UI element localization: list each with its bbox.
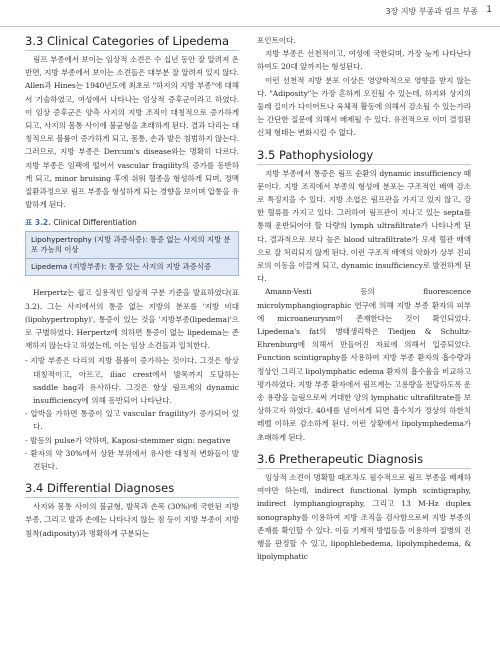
right-column <box>257 34 471 563</box>
chapter-title: 3장 지방 부종과 림프 부종 <box>385 7 478 16</box>
list-item: - 환자의 약 30%에서 상완 부위에서 유사한 대칭적 변화들이 발견된다. <box>25 448 239 472</box>
table-caption <box>25 217 239 228</box>
paragraph: 이런 선천적 지방 분포 이상은 영양학적으로 영향을 받지 않는다. "Adiposity"는 가장 흔하게 오진될 수 있는데, 하지와 상지의 둘레 길이가 다이어트나 육체적 활동에 의해서 감소될 수 있는가라는 간단한 질문에 의해서 배제될 수 있다. 유전적으로 이미 결정된 신체 형태는 변화시킬 수 없다. <box>257 75 471 138</box>
paragraph: 림프 부종에서 보이는 임상적 소견은 수 십년 동안 잘 알려져 온 반면, 지방 부종에서 보이는 소견들은 대부분 잘 알려져 있지 않다. Allen과 Hines는 1940년도에 최초로 "하지의 지방 부종"에 대해서 기술하였고, 여성에서 나타나는 임상적 증후군이라고 하였다. 이 임상 증후군은 양측 사지의 지방 조직이 대칭적으로 증가하게 되고, 사지의 몸통 사이에 불균형을 초래하게 된다. 결과 다리는 대칭적으로 볼륨이 증가하게 되고, 몸통, 손과 발은 침범하지 않는다. 그러므로, 지방 부종은 Dercum's disease와는 명확히 다르다. 지방 부종은 임팩에 떨어서 vascular fragility의 증가를 동반하게 되고, minor bruising 후에 쉬워 혈종을 형성하게 되며, 정맥질환과정으로 림프 부종을 형성하게 되는 경향을 보이며 압통을 유발하게 된다. <box>25 55 239 210</box>
clinical-differentiation-table <box>25 231 239 276</box>
list-item: - 지방 부종은 다리의 지방 볼륨이 증가하는 것이다. 그것은 항상 대칭적이고, 아프고, iliac crest에서 발목까지 도달하는 saddle bag과 유사하다. 그것은 항상 림프계의 dynamic insufficiency에 의해 동반되어 나타난다. <box>25 356 239 406</box>
section-title-clinical-categories: 3.3 Clinical Categories of Lipedema <box>25 34 239 51</box>
table-number: 표 3.2. <box>25 218 51 228</box>
page-header <box>0 0 500 27</box>
bullet-list <box>25 354 239 473</box>
paragraph: 지방 부종에서 통증은 림프 순환의 dynamic insufficiency 때문이다. 지방 조직에서 부종의 형성에 분포는 구조적인 배액 감소로 특징지을 수 있다. 지방 소엽은 림프관을 가지고 있지 않고, 강한 혈류를 가지고 있다. 그러하여 림프관이 지나고 있는 septa를 통해 운반되어야 할 다량의 lymph ultrafiltrate가 나타나게 된다. 결과적으로 보다 높은 blood ultrafiltrate가 모세 혈관 배액으로 잘 처리되지 않게 된다. 이런 구조적 배액의 악화가 상부 진피로의 이동을 이끌게 되고, dynamic insufficiency로 발전하게 된다. <box>257 168 471 284</box>
list-item: - 압박을 가하면 통증이 있고 vascular fragility가 증가되어 있다. <box>25 409 239 432</box>
section-title-pathophysiology: 3.5 Pathophysiology <box>257 148 471 165</box>
page-number: 1 <box>486 5 492 15</box>
paragraph: 임상적 소견이 명확할 때조차도 필수적으로 림프 부종을 배제하여야만 하는데, indirect functional lymph scintigraphy, indirect lymphangiography, 그리고 13 M-Hz duplex sonography를 이용하여 지방 조직을 검사함으로써 지방 부종의 존재를 확인할 수 있다. 이들 기계적 방법들을 이용하여 질병의 진행을 판정할 수 있고, lipophlebedema, lipolymphedema, & lipolymphatic <box>257 472 471 562</box>
paragraph: 사지와 몸통 사이의 불균형, 발목과 손목 (30%)에 국한된 지방 부종, 그리고 발과 손에는 나타나지 않는 점 등이 지방 부종이 지방 침착(adiposity)과 명확하게 구분되는 <box>25 502 239 538</box>
table-row: Lipohypertrophy (지방 과증식증): 통증 없는 사지의 지방 분포 가능의 이상 <box>31 235 231 255</box>
list-item: - 발등의 pulse가 약하며, Kaposi-stemmer sign: negative <box>25 435 231 445</box>
section-title-pretherapeutic-diagnosis: 3.6 Pretherapeutic Diagnosis <box>257 452 471 469</box>
table-caption-text: Clinical Differentiation <box>53 218 137 228</box>
section-title-differential-diagnoses: 3.4 Differential Diagnoses <box>25 481 239 498</box>
table-row: Lipedema (지방부종): 통증 있는 사지의 지방 과증식증 <box>26 258 238 275</box>
paragraph: 포인트이다. <box>257 36 296 45</box>
paragraph: Herpertz는 쉽고 실용적인 임상적 구분 기준을 발표하였다(표 3.2). 그는 사지에서의 통증 없는 지방의 분포를 '지방 비대(lipohypertrophy)', 통증이 있는 것을 '지방부종(lipedema)'으로 구별하였다. Herpertz에 의하면 통증이 없는 lipedema는 존재하지 않는다고 하였는데, 이는 임상 소견들과 일치한다. <box>25 288 239 351</box>
paragraph: Amann-Vesti 등의 fluorescence microlymphangiographic 연구에 의해 지방 부종 환자의 피부에 microaneurysm이 존재한다는 것이 확인되었다. Lipedema's fat의 병태생리학은 Tiedjen & Schultz-Ehrenburg에 의해서 만들어진 자료에 의해서 입증되었다. Function scintigraphy를 사용하여 지방 부종 환자의 흡수량과 정상인 그리고 lipolymphatic edema 환자의 흡수율을 비교하고 평가하였다. 지방 부종 환자에서 림프계는 고용량을 전달하도록 운송 용량을 늘림으로써 거대한 양의 lymphatic ultrafiltrate를 보상하고자 하였다. 40세를 넘어서게 되면 흡수치가 정상의 하한치 레벨 이하로 감소하게 된다. 이런 상황에서 lipolymphedema가 초래하게 된다. <box>257 287 471 442</box>
left-column <box>25 34 239 540</box>
paragraph: 지방 부종은 선천적이고, 여성에 국한되며, 가장 늦게 나타난다 하여도 20대 앞까지는 형성된다. <box>257 49 471 72</box>
